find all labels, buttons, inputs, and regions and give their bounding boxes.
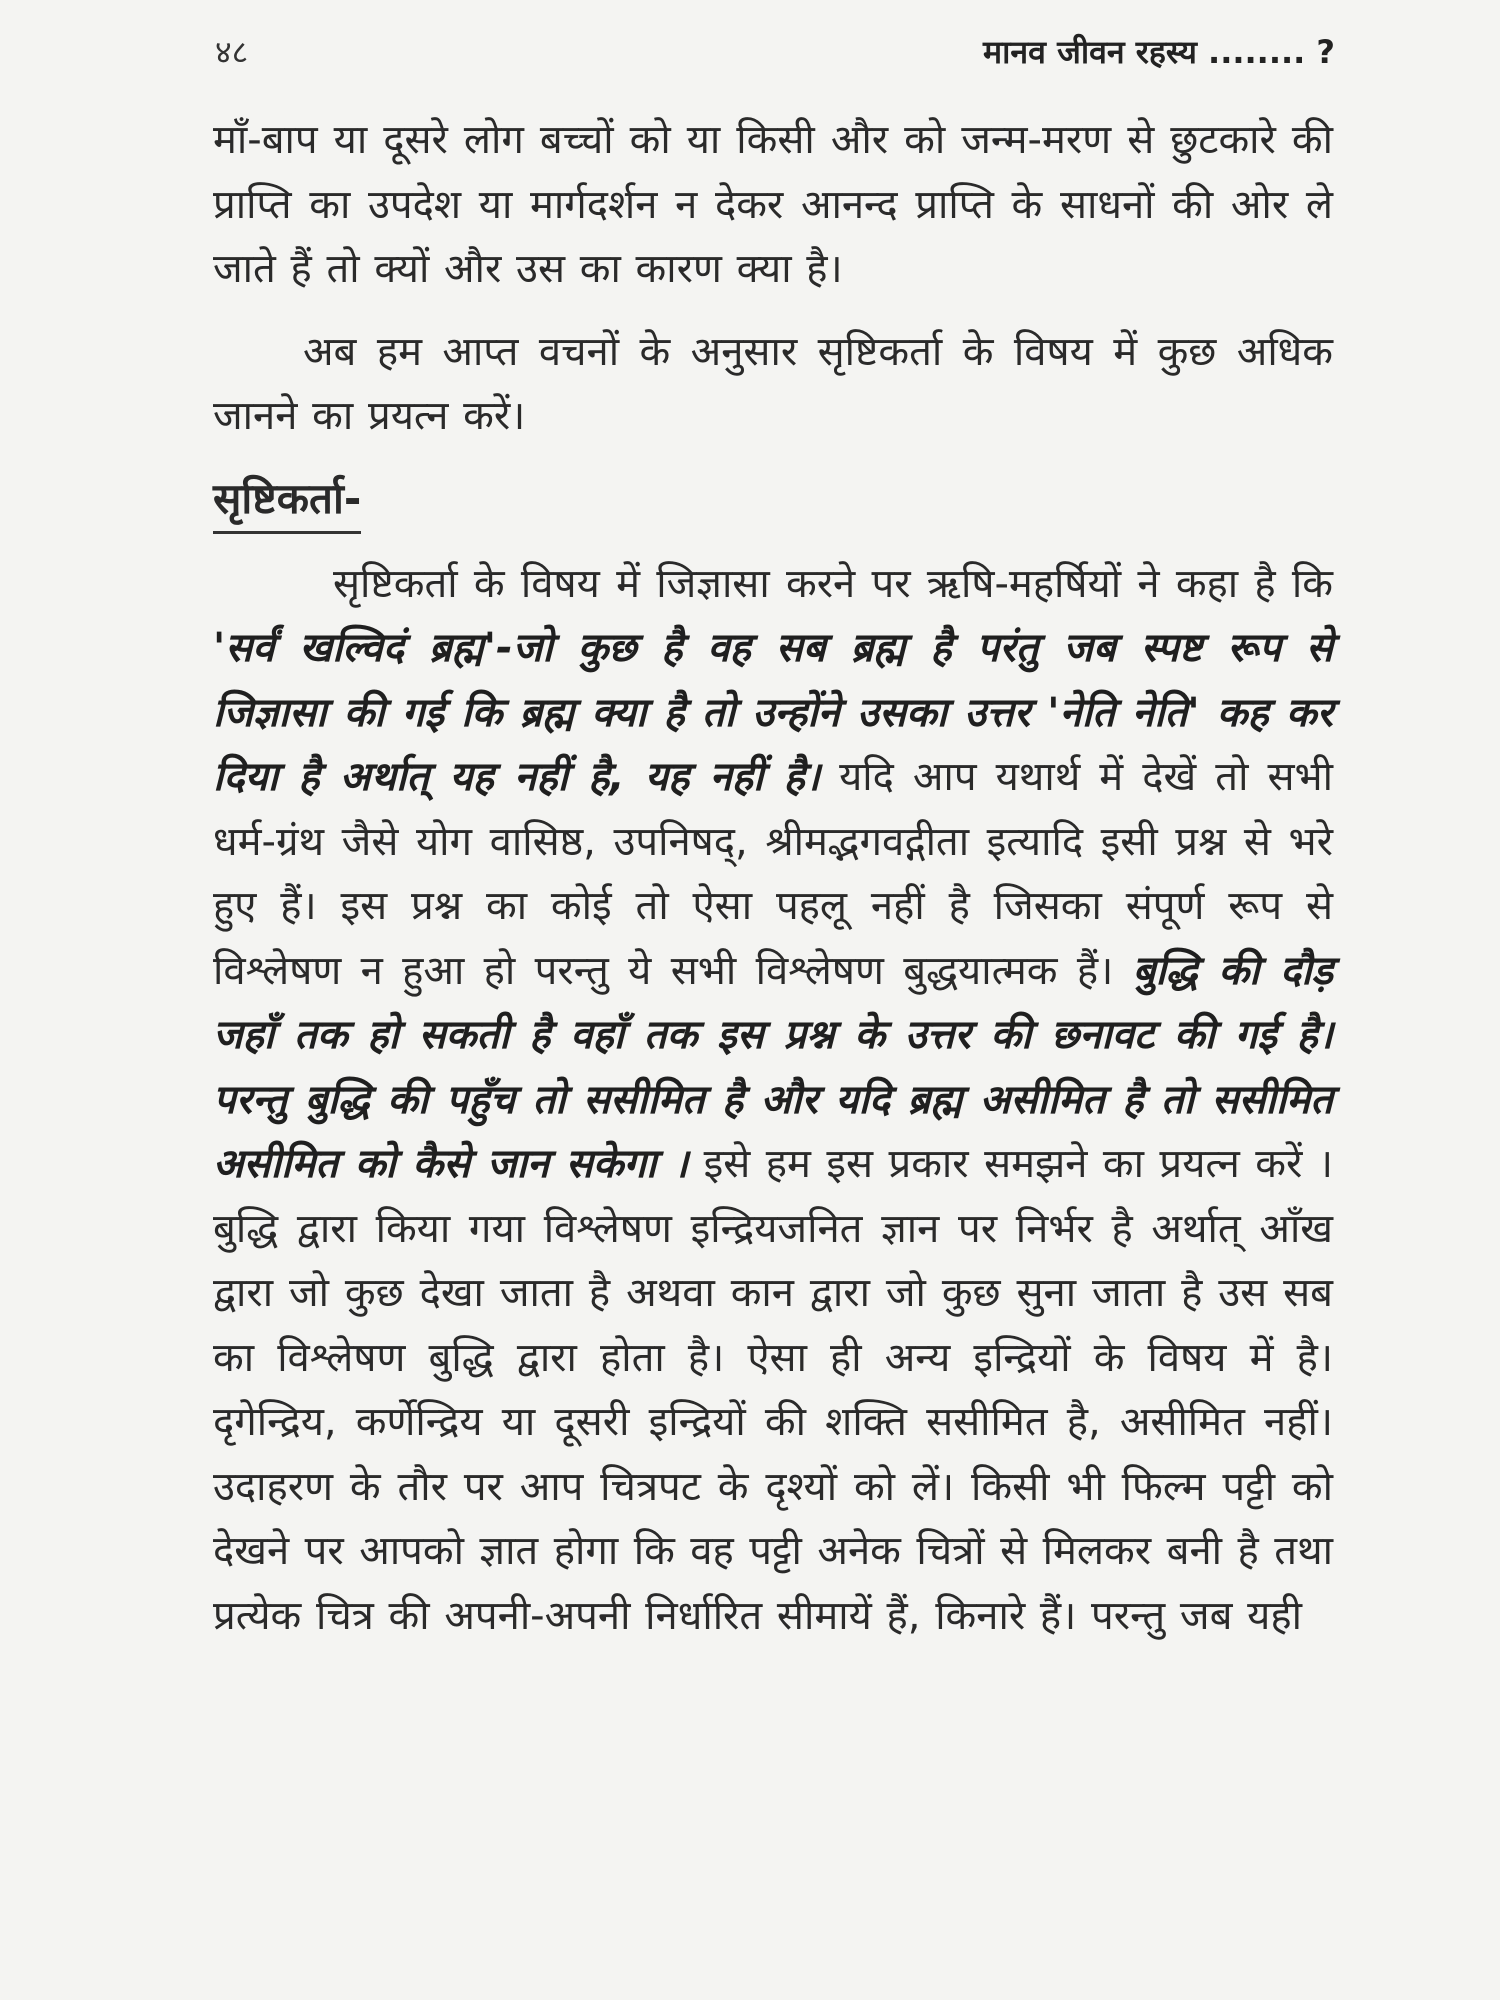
paragraph-3-emphasis-2: बुद्धि की दौड़ जहाँ तक हो सकती है वहाँ तक इस प्रश्न के उत्तर की छनावट की गई है। परन्तु बुद्धि की पहुँच तो ससीमित है और यदि ब्रह्म असीमित है तो ससीमित असीमित को कैसे जान सकेगा । bbox=[213, 947, 1334, 1187]
page-header bbox=[215, 30, 1335, 90]
paragraph-3-text-3: इसे हम इस प्रकार समझने का प्रयत्न करें । बुद्धि द्वारा किया गया विश्लेषण इन्द्रियजनित ज्ञान पर निर्भर है अर्थात् आँख द्वारा जो कुछ देखा जाता है अथवा कान द्वारा जो कुछ सुना जाता है उस सब का विश्लेषण बुद्धि द्वारा होता है। ऐसा ही अन्य इन्द्रियों के विषय में है। दृगेन्द्रिय, कर्णेन्द्रिय या दूसरी इन्द्रियों की शक्ति ससीमित है, असीमित नहीं। उदाहरण के तौर पर आप चित्रपट के दृश्यों को लें। किसी भी फिल्म पट्टी को देखने पर आपको ज्ञात होगा कि वह पट्टी अनेक चित्रों से मिलकर बनी है तथा प्रत्येक चित्र की अपनी-अपनी निर्धारित सीमायें हैं, किनारे हैं। परन्तु जब यही bbox=[213, 1141, 1333, 1639]
paragraph-2: अब हम आप्त वचनों के अनुसार सृष्टिकर्ता के विषय में कुछ अधिक जानने का प्रयत्न करें। bbox=[213, 328, 1333, 439]
section-heading: सृष्टिकर्ता- bbox=[213, 469, 361, 534]
paragraph-3 bbox=[213, 552, 1333, 1649]
section-heading-wrapper bbox=[213, 449, 1333, 534]
paragraph-1: माँ-बाप या दूसरे लोग बच्चों को या किसी और को जन्म-मरण से छुटकारे की प्राप्ति का उपदेश या मार्गदर्शन न देकर आनन्द प्राप्ति के साधनों की ओर ले जाते हैं तो क्यों और उस का कारण क्या है। bbox=[213, 117, 1333, 292]
paragraph-3-text-1: सृष्टिकर्ता के विषय में जिज्ञासा करने पर ऋषि-महर्षियों ने कहा है कि bbox=[333, 560, 1333, 607]
paragraph-3-text-2: यदि आप यथार्थ में देखें तो सभी धर्म-ग्रंथ जैसे योग वासिष्ठ, उपनिषद्, श्रीमद्भगवद्गीता इत्यादि इसी प्रश्न से भरे हुए हैं। इस प्रश्न का कोई तो ऐसा पहलू नहीं है जिसका संपूर्ण रूप से विश्लेषण न हुआ हो परन्तु ये सभी विश्लेषण बुद्धयात्मक हैं। bbox=[213, 754, 1333, 994]
page-number: ४८ bbox=[215, 33, 249, 71]
paragraph-3-emphasis-1: 'सर्वं खल्विदं ब्रह्म'-जो कुछ है वह सब ब्रह्म है परंतु जब स्पष्ट रूप से जिज्ञासा की गई कि ब्रह्म क्या है तो उन्होंने उसका उत्तर 'नेति नेति' कह कर दिया है अर्थात् यह नहीं है, यह नहीं है। bbox=[213, 625, 1333, 800]
running-title: मानव जीवन रहस्य ........ ? bbox=[982, 33, 1335, 71]
body-text bbox=[213, 108, 1333, 1648]
